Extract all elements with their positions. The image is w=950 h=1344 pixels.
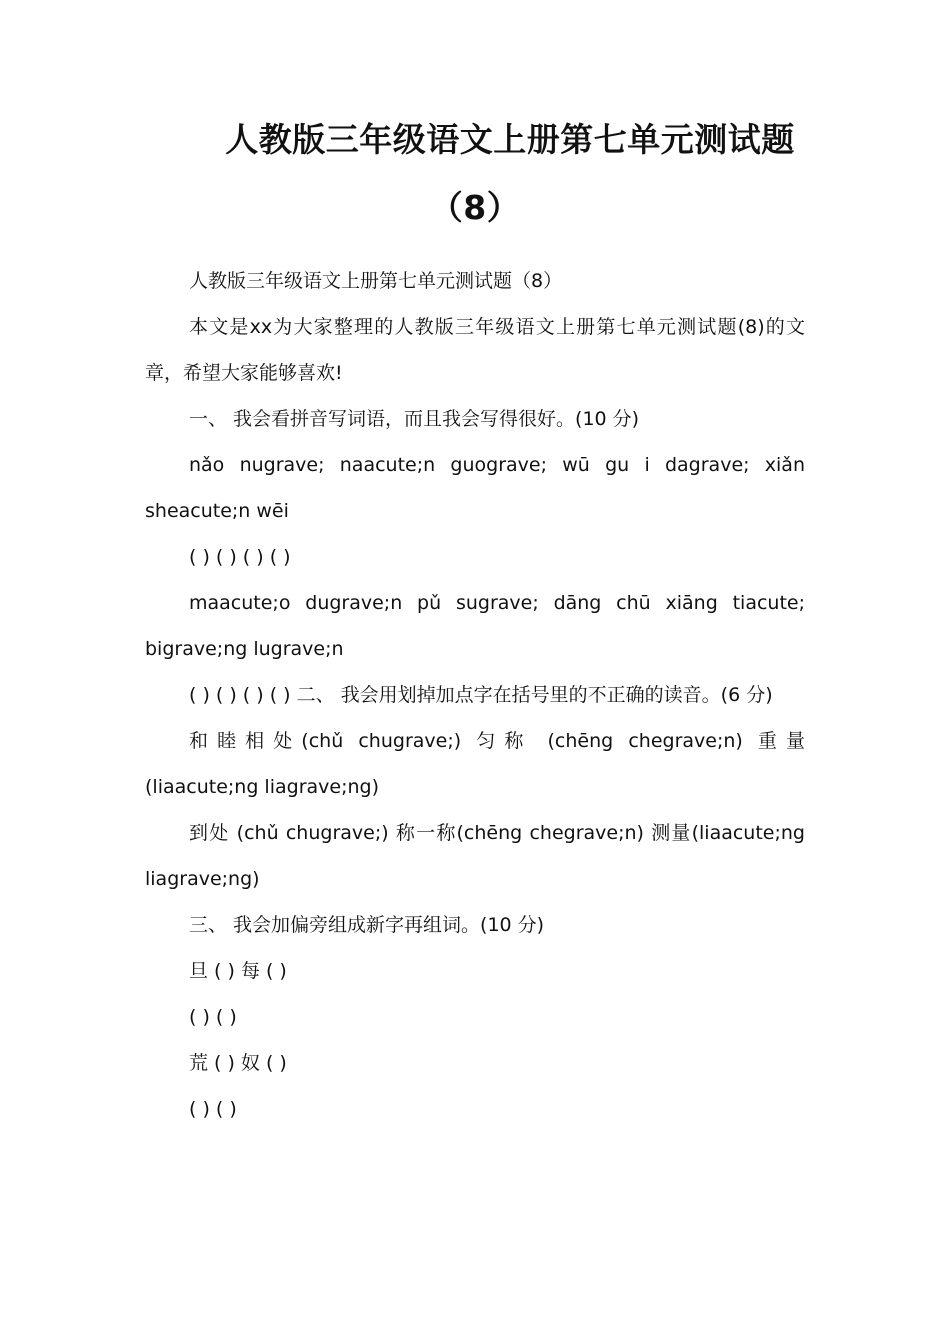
section-2-heading: ( ) ( ) ( ) ( ) 二、 我会用划掉加点字在括号里的不正确的读音。(6 分) [189,684,773,706]
section-1-heading: 一、 我会看拼音写词语，而且我会写得很好。(10 分) [189,408,640,430]
radical-row-2: 荒 ( ) 奴 ( ) [189,1052,287,1074]
intro-paragraph: 本文是xx为大家整理的人教版三年级语文上册第七单元测试题(8)的文章，希望大家能够喜欢! [145,316,805,384]
pronunciation-row-1: 和睦相处(chǔ chugrave;) 匀称 (chēng chegrave;n) 重量(liaacute;ng liagrave;ng) [145,730,805,798]
section-3-heading: 三、 我会加偏旁组成新字再组词。(10 分) [189,914,545,936]
answer-blanks-row-2: ( ) ( ) [189,1006,237,1028]
answer-blanks-row-1: ( ) ( ) ( ) ( ) [189,546,291,568]
document-body [145,258,805,1132]
pronunciation-row-2: 到处 (chǔ chugrave;) 称一称(chēng chegrave;n) 测量(liaacute;ng liagrave;ng) [145,822,805,890]
answer-blanks-row-3: ( ) ( ) [189,1098,237,1120]
document-title: 人教版三年级语文上册第七单元测试题 [225,120,795,159]
document-title-number: （8） [429,188,521,227]
pinyin-row-2: maacute;o dugrave;n pǔ sugrave; dāng chū xiāng tiacute; bigrave;ng lugrave;n [145,592,805,660]
radical-row-1: 旦 ( ) 每 ( ) [189,960,287,982]
pinyin-row-1: nǎo nugrave; naacute;n guograve; wū gu i dagrave; xiǎn sheacute;n wēi [145,454,805,522]
intro-heading: 人教版三年级语文上册第七单元测试题（8） [189,270,563,292]
